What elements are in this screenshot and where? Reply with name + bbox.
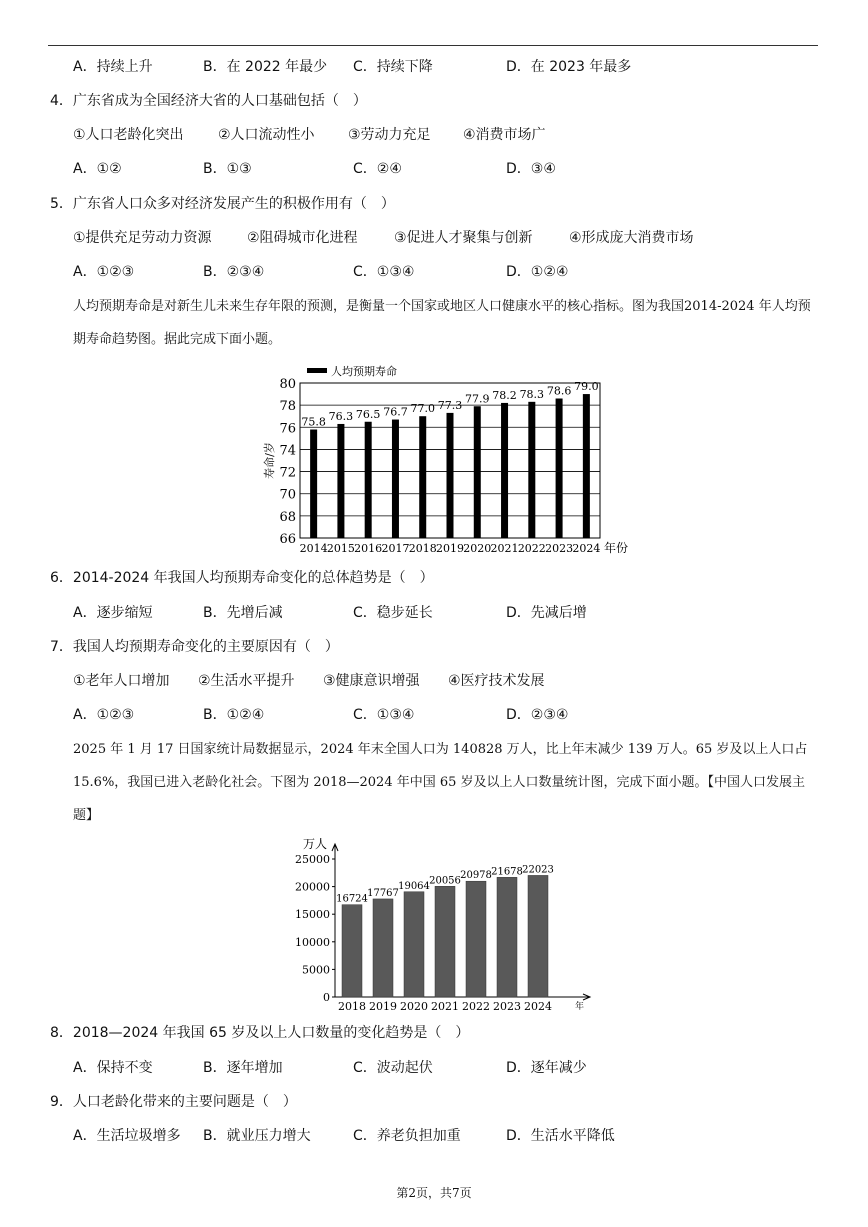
q5-item-1: ①提供充足劳动力资源	[73, 230, 212, 246]
x-tick-label: 2018	[338, 1000, 366, 1013]
x-tick-label: 2023	[493, 1000, 521, 1013]
x-tick-label: 2020	[400, 1000, 428, 1013]
q6-option-a: A．逐步缩短	[73, 605, 153, 621]
bar	[365, 422, 372, 538]
q6-option-d: D．先减后增	[506, 605, 587, 621]
y-tick-label: 0	[323, 991, 330, 1004]
q8-option-d: D．逐年减少	[506, 1060, 587, 1076]
data-label: 76.7	[383, 405, 408, 419]
y-tick-label: 78	[279, 399, 296, 415]
q9-option-c: C．养老负担加重	[353, 1128, 461, 1144]
q9-options	[0, 1124, 868, 1148]
elderly-population-chart	[285, 832, 605, 1018]
q4-stem: 4．广东省成为全国经济大省的人口基础包括（ ）	[50, 93, 367, 109]
q4-options	[0, 157, 868, 181]
bar	[342, 905, 362, 997]
q6-option-c: C．稳步延长	[353, 605, 433, 621]
bar	[404, 892, 424, 997]
bar	[474, 406, 481, 538]
q4-item-1: ①人口老龄化突出	[73, 127, 184, 143]
x-tick-label: 2017	[381, 542, 410, 555]
top-rule	[48, 45, 818, 46]
q5-item-2: ②阻碍城市化进程	[247, 230, 358, 246]
y-tick-label: 15000	[295, 908, 330, 922]
x-tick-label: 2014	[299, 542, 328, 555]
q6-options	[0, 601, 868, 625]
bar	[419, 416, 426, 538]
q4-option-d: D．③④	[506, 161, 556, 177]
q4-item-2: ②人口流动性小	[218, 127, 315, 143]
page-footer: 第2页，共7页	[396, 1186, 472, 1200]
data-label: 16724	[336, 893, 368, 905]
y-tick-label: 70	[279, 487, 296, 503]
bar	[310, 430, 317, 539]
x-tick-label: 2020	[463, 542, 492, 555]
q6-option-b: B．先增后减	[203, 605, 283, 621]
x-tick-label: 2024	[524, 1000, 552, 1013]
y-tick-label: 10000	[295, 935, 330, 949]
q9-option-b: B．就业压力增大	[203, 1128, 311, 1144]
q7-item-2: ②生活水平提升	[198, 673, 295, 689]
data-label: 75.8	[301, 415, 326, 429]
y-axis-label: 万人	[303, 837, 328, 851]
q4-option-b: B．①③	[203, 161, 252, 177]
y-axis-label: 寿命/岁	[263, 442, 276, 479]
life-expectancy-chart	[255, 360, 635, 560]
passage-aging-population: 2025 年 1 月 17 日国家统计局数据显示，2024 年末全国人口为 140828 万人，比上年末减少 139 万人。65 岁及以上人口占 15.6%，我国已进入老龄化社会。下图为 2018—2024 年中国 65 岁及以上人口数量统计图，完成下面小题。【中国人口发展主题】	[73, 742, 808, 823]
q3-option-c: C．持续下降	[353, 59, 433, 75]
q8-option-c: C．波动起伏	[353, 1060, 433, 1076]
bar	[447, 413, 454, 538]
q7-item-1: ①老年人口增加	[73, 673, 170, 689]
q4-item-3: ③劳动力充足	[348, 127, 431, 143]
q5-items	[0, 226, 868, 250]
q7-option-a: A．①②③	[73, 707, 135, 723]
q9-option-a: A．生活垃圾增多	[73, 1128, 181, 1144]
q7-item-3: ③健康意识增强	[323, 673, 420, 689]
bar	[528, 402, 535, 538]
bar	[373, 899, 393, 997]
y-tick-label: 80	[279, 377, 296, 392]
q5-options	[0, 260, 868, 284]
bar	[501, 403, 508, 538]
legend-swatch	[307, 368, 327, 373]
data-label: 77.3	[437, 398, 463, 412]
data-label: 79.0	[574, 380, 599, 394]
data-label: 22023	[522, 864, 554, 876]
data-label: 20978	[460, 870, 492, 882]
bar	[337, 424, 344, 538]
q5-item-4: ④形成庞大消费市场	[569, 230, 694, 246]
q3-option-b: B．在 2022 年最少	[203, 59, 328, 75]
q3-options	[0, 55, 868, 79]
q5-item-3: ③促进人才聚集与创新	[394, 230, 533, 246]
x-tick-label: 2021	[490, 542, 519, 555]
q7-items	[0, 669, 868, 693]
bar	[466, 881, 486, 997]
q9-option-d: D．生活水平降低	[506, 1128, 615, 1144]
q5-option-c: C．①③④	[353, 264, 415, 280]
bar	[528, 875, 548, 997]
x-tick-label: 2019	[369, 1000, 397, 1013]
q3-option-d: D．在 2023 年最多	[506, 59, 632, 75]
data-label: 76.3	[328, 409, 354, 423]
data-label: 77.0	[410, 402, 435, 416]
y-tick-label: 5000	[302, 963, 330, 977]
q9-stem: 9．人口老龄化带来的主要问题是（ ）	[50, 1094, 297, 1110]
q4-option-a: A．①②	[73, 161, 122, 177]
data-label: 19064	[398, 880, 430, 892]
q4-item-4: ④消费市场广	[463, 127, 546, 143]
q7-item-4: ④医疗技术发展	[448, 673, 545, 689]
data-label: 76.5	[355, 407, 381, 421]
data-label: 20056	[429, 875, 461, 887]
data-label: 21678	[491, 866, 523, 878]
y-tick-label: 68	[279, 509, 296, 525]
x-tick-label: 2023	[545, 542, 574, 555]
x-tick-label: 2022	[517, 542, 546, 555]
q4-items	[0, 123, 868, 147]
q8-options	[0, 1056, 868, 1080]
q7-option-d: D．②③④	[506, 707, 569, 723]
x-axis-label: 年份	[604, 541, 629, 555]
legend-label: 人均预期寿命	[331, 365, 397, 378]
y-tick-label: 74	[279, 443, 296, 459]
q6-stem: 6．2014-2024 年我国人均预期寿命变化的总体趋势是（ ）	[50, 570, 434, 586]
x-tick-label: 2015	[326, 542, 355, 555]
q8-option-a: A．保持不变	[73, 1060, 153, 1076]
q8-stem: 8．2018—2024 年我国 65 岁及以上人口数量的变化趋势是（ ）	[50, 1025, 470, 1041]
bar	[556, 399, 563, 539]
data-label: 77.9	[465, 392, 490, 406]
x-tick-label: 2016	[354, 542, 383, 555]
q5-option-b: B．②③④	[203, 264, 265, 280]
x-tick-label: 2021	[431, 1000, 459, 1013]
data-label: 17767	[367, 887, 399, 899]
q7-stem: 7．我国人均预期寿命变化的主要原因有（ ）	[50, 639, 339, 655]
y-tick-label: 25000	[295, 853, 330, 866]
x-axis-label: 年	[575, 1002, 585, 1012]
q3-option-a: A．持续上升	[73, 59, 153, 75]
data-label: 78.3	[519, 387, 545, 401]
q7-option-c: C．①③④	[353, 707, 415, 723]
data-label: 78.6	[546, 384, 572, 398]
bar	[392, 420, 399, 538]
y-tick-label: 20000	[295, 880, 330, 894]
passage-life-expectancy: 人均预期寿命是对新生儿未来生存年限的预测，是衡量一个国家或地区人口健康水平的核心指标。图为我国2014-2024 年人均预期寿命趋势图。据此完成下面小题。	[73, 299, 811, 347]
x-tick-label: 2024	[572, 542, 601, 555]
q7-options	[0, 703, 868, 727]
bar	[583, 394, 590, 538]
q5-option-a: A．①②③	[73, 264, 135, 280]
x-tick-label: 2022	[462, 1000, 490, 1013]
q5-option-d: D．①②④	[506, 264, 569, 280]
y-tick-label: 66	[279, 532, 296, 547]
q4-option-c: C．②④	[353, 161, 402, 177]
x-tick-label: 2019	[436, 542, 464, 555]
q7-option-b: B．①②④	[203, 707, 265, 723]
y-tick-label: 72	[279, 465, 296, 481]
bar	[435, 886, 455, 997]
x-tick-label: 2018	[408, 542, 437, 555]
data-label: 78.2	[492, 388, 517, 402]
q8-option-b: B．逐年增加	[203, 1060, 283, 1076]
bar	[497, 877, 517, 997]
y-tick-label: 76	[279, 421, 296, 437]
q5-stem: 5．广东省人口众多对经济发展产生的积极作用有（ ）	[50, 196, 395, 212]
